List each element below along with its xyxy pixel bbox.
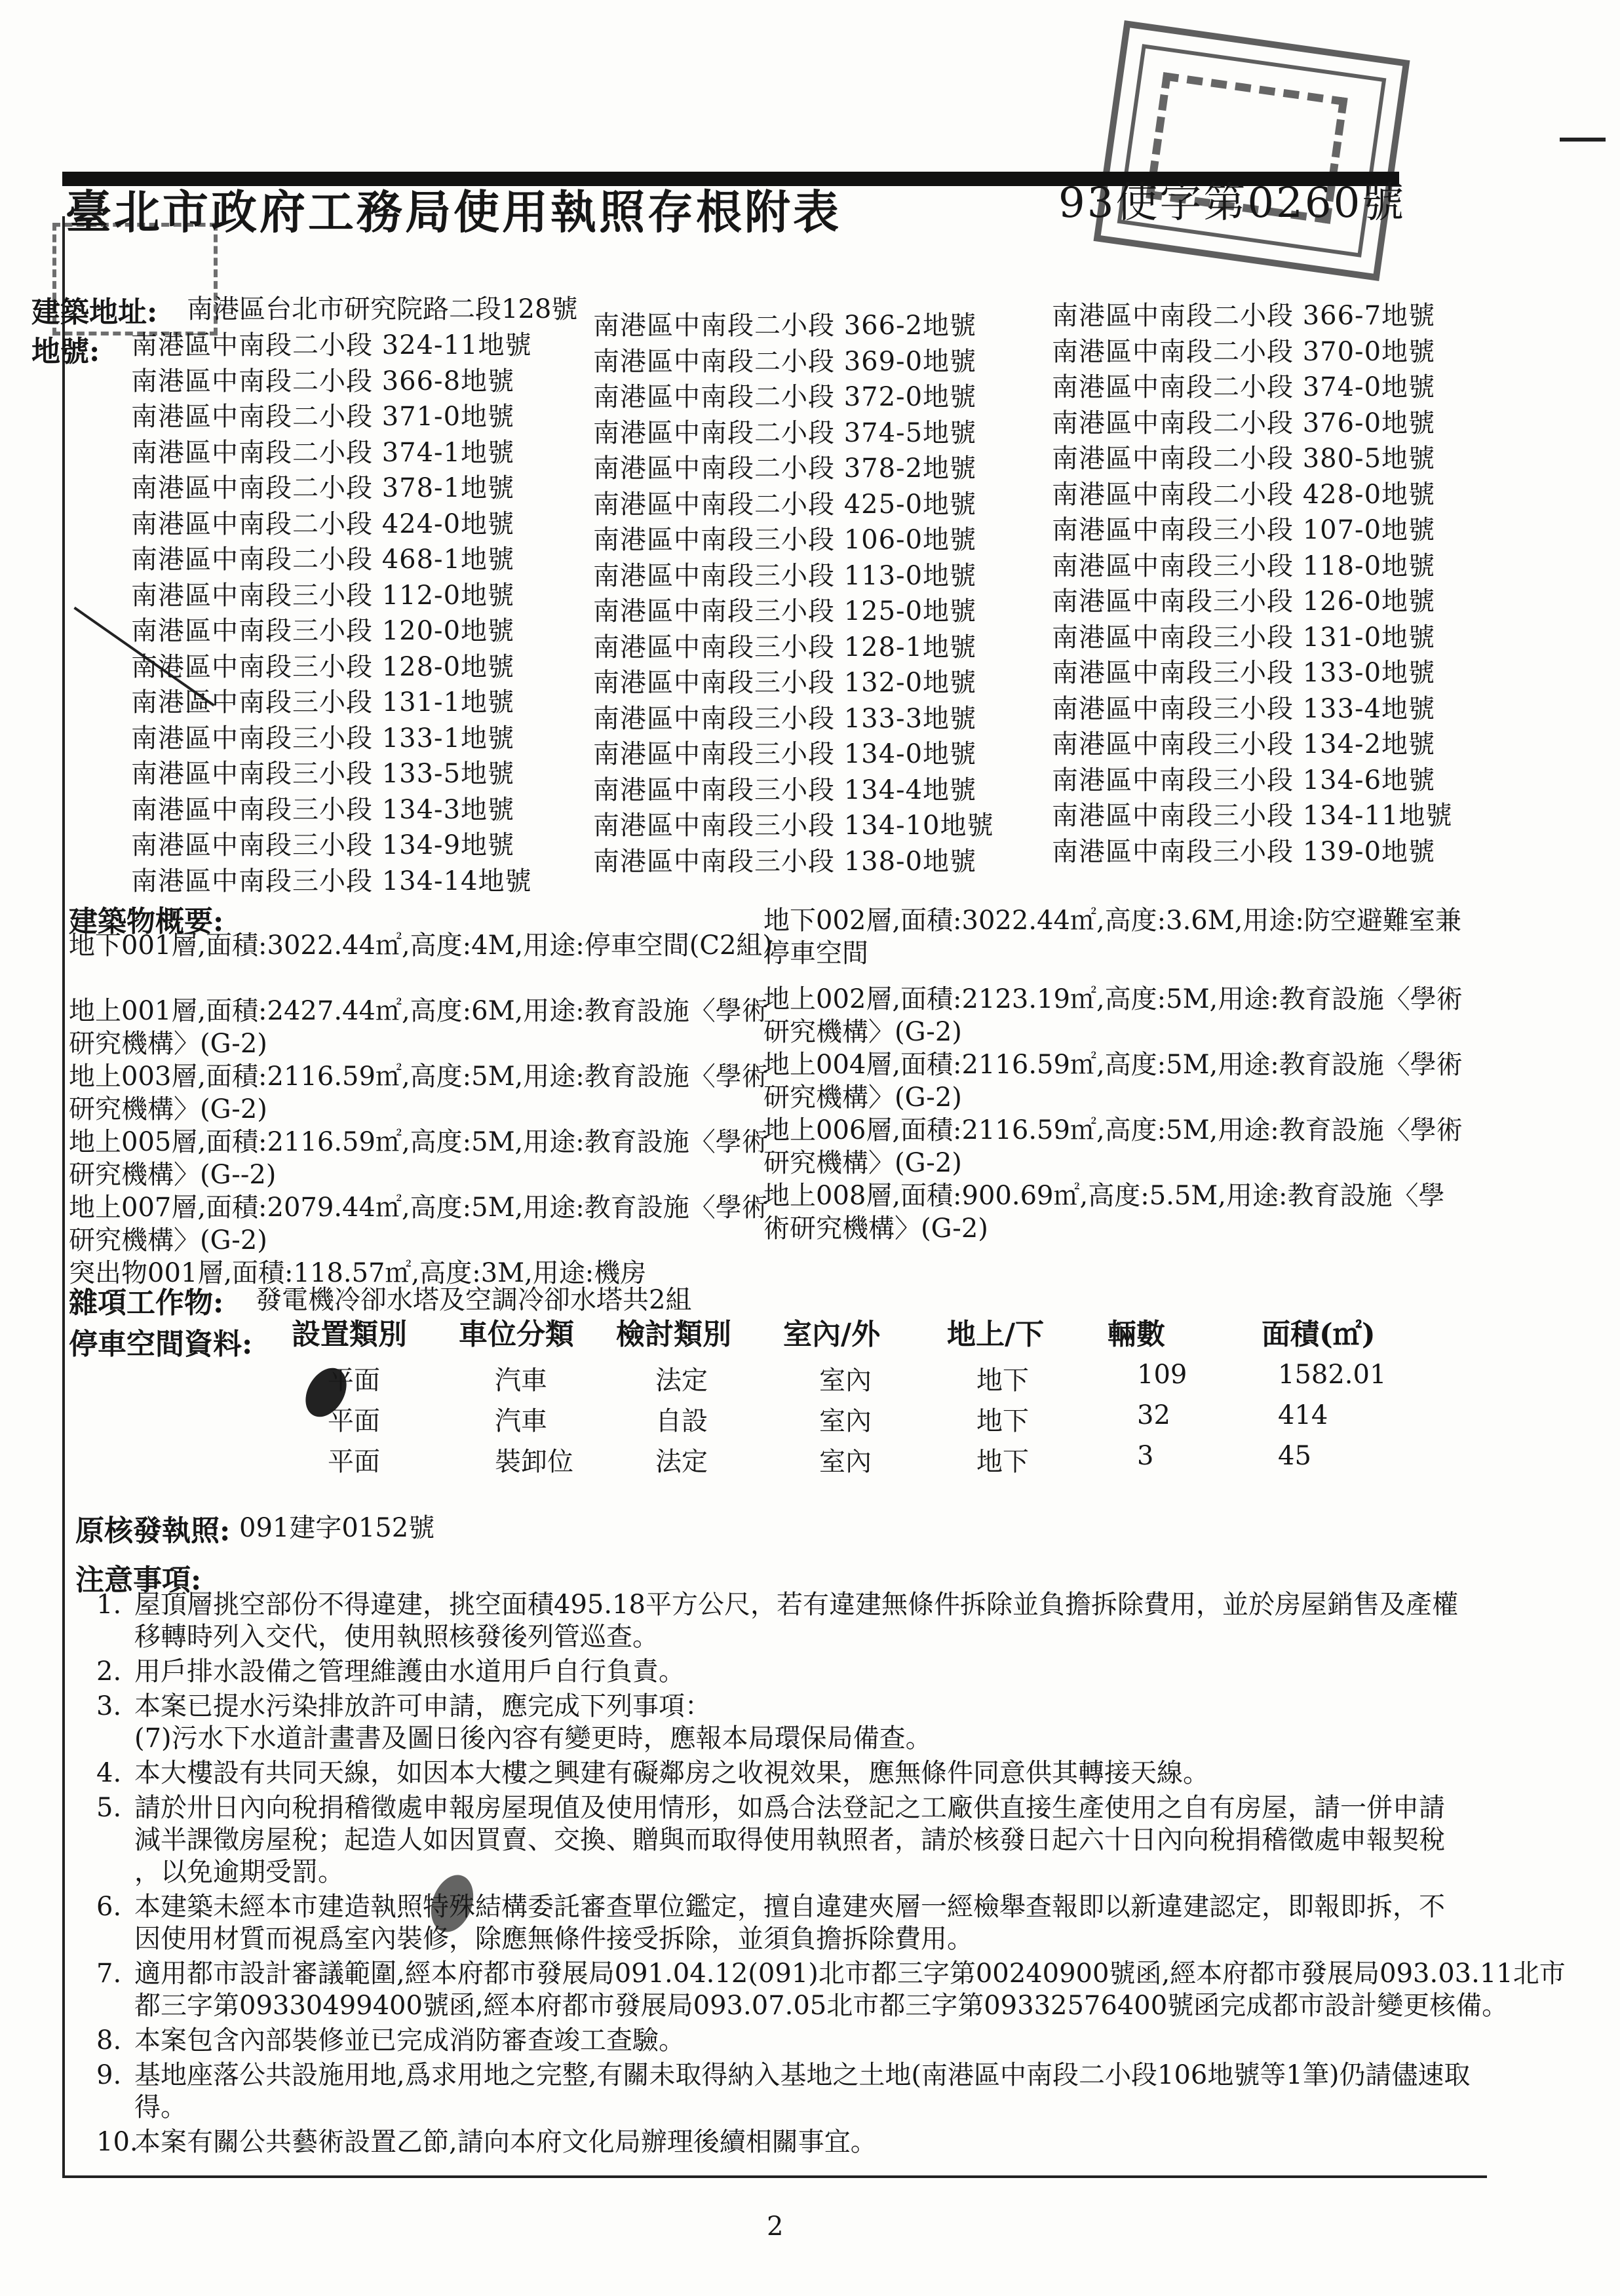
floor-7: 地上007層,面積:2079.44㎡,高度:5M,用途:教育設施〈學術研究機構〉(G-2) [69, 1193, 768, 1255]
parking-header-cell: 地上/下 [947, 1318, 1045, 1351]
note-number: 6. [96, 1892, 122, 1922]
land-lot-item: 南港區中南段三小段 134-11地號 [1052, 801, 1453, 831]
note-line: 本案包含內部裝修並已完成消防審查竣工查驗。 [134, 2025, 685, 2056]
land-lot-item: 南港區中南段三小段 134-6地號 [1052, 765, 1436, 795]
land-lot-item: 南港區中南段三小段 131-1地號 [131, 687, 515, 718]
land-lot-item: 南港區中南段三小段 133-5地號 [131, 759, 515, 789]
parking-label: 停車空間資料: [69, 1328, 253, 1361]
note-line: 移轉時列入交代，使用執照核發後列管巡查。 [134, 1622, 659, 1652]
parking-cell: 414 [1278, 1400, 1328, 1430]
note-line: 本建築未經本市建造執照特殊結構委託審查單位鑑定，擅自違建夾層一經檢舉查報即以新違建認定，即報即拆，不 [134, 1892, 1445, 1922]
land-lot-item: 南港區中南段三小段 131-0地號 [1052, 622, 1436, 653]
note-line: 減半課徵房屋稅；起造人如因買賣、交換、贈與而取得使用執照者，請於核發日起六十日內向稅捐稽徵處申報契稅 [134, 1825, 1445, 1855]
note-number: 4. [96, 1758, 122, 1788]
floor-b1: 地下001層,面積:3022.44㎡,高度:4M,用途:停車空間(C2組) [69, 930, 773, 961]
note-number: 7. [96, 1959, 122, 1989]
land-lot-item: 南港區中南段三小段 133-4地號 [1052, 693, 1436, 724]
building-summary-label: 建築物概要: [69, 905, 224, 938]
land-lot-item: 南港區中南段三小段 139-0地號 [1052, 836, 1436, 867]
note-item [96, 1757, 1478, 1789]
land-lot-item: 南港區中南段三小段 107-0地號 [1052, 515, 1436, 545]
land-lot-item: 南港區中南段二小段 428-0地號 [1052, 479, 1436, 510]
notes-label: 注意事項: [75, 1563, 202, 1597]
floor-8: 地上008層,面積:900.69㎡,高度:5.5M,用途:教育設施〈學術研究機構〉(G-2) [763, 1181, 1445, 1244]
land-lot-item: 南港區中南段三小段 112-0地號 [131, 580, 515, 611]
parking-cell: 法定 [655, 1447, 708, 1477]
parking-header-cell: 輛數 [1108, 1318, 1165, 1351]
land-lot-item: 南港區中南段三小段 134-4地號 [593, 775, 977, 805]
parking-cell: 地下 [976, 1366, 1029, 1396]
parking-header-cell: 室內/外 [783, 1318, 881, 1351]
misc-structures-label: 雜項工作物: [69, 1286, 224, 1320]
original-permit-label: 原核發執照: [75, 1514, 231, 1548]
parking-cell: 109 [1137, 1360, 1187, 1390]
note-item [96, 2025, 1478, 2057]
note-number: 5. [96, 1793, 122, 1823]
land-lot-item: 南港區中南段三小段 118-0地號 [1052, 550, 1436, 581]
floor-3: 地上003層,面積:2116.59㎡,高度:5M,用途:教育設施〈學術研究機構〉(G-2) [69, 1062, 768, 1124]
note-number: 3. [96, 1691, 122, 1721]
land-lot-item: 南港區中南段二小段 425-0地號 [593, 489, 977, 520]
note-line: 本案有關公共藝術設置乙節,請向本府文化局辦理後續相關事宜。 [134, 2127, 877, 2157]
parking-cell: 地下 [976, 1447, 1029, 1477]
note-item [96, 1656, 1478, 1688]
parking-cell: 汽車 [495, 1366, 547, 1396]
note-number: 2. [96, 1656, 122, 1687]
parking-cell: 32 [1137, 1400, 1170, 1430]
land-lot-item: 南港區中南段三小段 134-0地號 [593, 739, 977, 769]
parking-cell: 地下 [976, 1406, 1029, 1436]
floor-b2: 地下002層,面積:3022.44㎡,高度:3.6M,用途:防空避難室兼停車空間 [763, 906, 1461, 968]
parking-cell: 平面 [328, 1366, 380, 1396]
land-lot-item: 南港區中南段二小段 324-11地號 [131, 330, 532, 360]
land-lot-item: 南港區中南段三小段 134-9地號 [131, 830, 515, 860]
land-lot-item: 南港區中南段三小段 134-3地號 [131, 794, 515, 825]
note-item [96, 1792, 1478, 1888]
land-lot-item: 南港區中南段二小段 468-1地號 [131, 545, 515, 575]
parking-header-cell: 設置類別 [292, 1318, 407, 1351]
original-permit-value: 091建字0152號 [239, 1513, 435, 1543]
note-line: ，以免逾期受罰。 [134, 1857, 344, 1887]
land-lot-item: 南港區中南段三小段 106-0地號 [593, 525, 977, 555]
floor-1: 地上001層,面積:2427.44㎡,高度:6M,用途:教育設施〈學術研究機構〉(G-2) [69, 996, 768, 1059]
note-number: 1. [96, 1590, 122, 1620]
address-label: 建築地址: [31, 296, 158, 329]
parking-cell: 自設 [655, 1406, 708, 1436]
land-lot-item: 南港區中南段三小段 133-3地號 [593, 703, 977, 734]
land-lot-item: 南港區中南段二小段 378-1地號 [131, 473, 515, 503]
floor-4: 地上004層,面積:2116.59㎡,高度:5M,用途:教育設施〈學術研究機構〉(G-2) [763, 1050, 1463, 1113]
note-line: 得。 [134, 2092, 187, 2122]
land-lot-item: 南港區中南段二小段 370-0地號 [1052, 336, 1436, 367]
note-line: 本大樓設有共同天線，如因本大樓之興建有礙鄰房之收視效果，應無條件同意供其轉接天線。 [134, 1758, 1209, 1788]
note-item [96, 2126, 1478, 2158]
note-line: 請於卅日內向稅捐稽徵處申報房屋現值及使用情形，如爲合法登記之工廠供直接生產使用之自有房屋，請一併申請 [134, 1793, 1445, 1823]
land-lot-item: 南港區中南段二小段 369-0地號 [593, 346, 977, 377]
note-number: 9. [96, 2060, 122, 2090]
land-lot-item: 南港區中南段二小段 366-8地號 [131, 366, 515, 396]
land-lot-item: 南港區中南段二小段 374-0地號 [1052, 372, 1436, 402]
land-lot-item: 南港區中南段三小段 138-0地號 [593, 846, 977, 877]
land-lot-item: 南港區中南段三小段 134-2地號 [1052, 729, 1436, 759]
parking-cell: 3 [1137, 1441, 1154, 1471]
land-lot-item: 南港區中南段二小段 374-5地號 [593, 417, 977, 448]
parking-cell: 室內 [819, 1406, 872, 1436]
land-lot-item: 南港區中南段二小段 380-5地號 [1052, 444, 1436, 474]
note-item [96, 1589, 1478, 1653]
land-lot-item: 南港區中南段三小段 126-0地號 [1052, 586, 1436, 617]
misc-structures-value: 發電機冷卻水塔及空調冷卻水塔共2組 [256, 1285, 692, 1315]
land-lot-item: 南港區中南段二小段 366-7地號 [1052, 301, 1436, 331]
land-lot-item: 南港區中南段三小段 128-1地號 [593, 632, 977, 662]
note-line: 屋頂層挑空部份不得違建，挑空面積495.18平方公尺，若有違建無條件拆除並負擔拆除費用，並於房屋銷售及產權 [134, 1590, 1458, 1620]
land-lot-item: 南港區中南段三小段 128-0地號 [131, 651, 515, 682]
parking-cell: 45 [1278, 1441, 1311, 1471]
land-lot-item: 南港區中南段二小段 378-2地號 [593, 453, 977, 484]
land-lot-item: 南港區中南段二小段 366-2地號 [593, 311, 977, 341]
land-lot-item: 南港區中南段三小段 133-1地號 [131, 723, 515, 754]
land-lot-item: 南港區中南段二小段 424-0地號 [131, 508, 515, 539]
parking-cell: 室內 [819, 1447, 872, 1477]
page-number: 2 [767, 2211, 784, 2242]
note-item [96, 1958, 1566, 2022]
land-lot-item: 南港區中南段二小段 374-1地號 [131, 437, 515, 468]
parking-cell: 裝卸位 [495, 1447, 573, 1477]
note-line: 適用都市設計審議範圍,經本府都市發展局091.04.12(091)北市都三字第00240900號函,經本府都市發展局093.03.11北市 [134, 1959, 1566, 1989]
parking-header-cell: 檢討類別 [616, 1318, 731, 1351]
land-lot-item: 南港區中南段二小段 372-0地號 [593, 382, 977, 412]
note-number: 8. [96, 2025, 122, 2056]
floor-5: 地上005層,面積:2116.59㎡,高度:5M,用途:教育設施〈學術研究機構〉(G--2) [69, 1127, 768, 1190]
parking-header-cell: 面積(㎡) [1262, 1318, 1376, 1351]
note-line: (7)污水下水道計畫書及圖日後內容有變更時，應報本局環保局備查。 [134, 1723, 932, 1753]
note-item [96, 2059, 1478, 2124]
note-line: 用戶排水設備之管理維護由水道用戶自行負責。 [134, 1656, 685, 1687]
parking-cell: 法定 [655, 1366, 708, 1396]
parking-cell: 平面 [328, 1406, 380, 1436]
roof-structure: 突出物001層,面積:118.57㎡,高度:3M,用途:機房 [69, 1258, 647, 1288]
parking-cell: 1582.01 [1278, 1360, 1387, 1390]
parking-cell: 室內 [819, 1366, 872, 1396]
land-lot-item: 南港區中南段三小段 134-14地號 [131, 866, 532, 896]
note-line: 基地座落公共設施用地,爲求用地之完整,有關未取得納入基地之土地(南港區中南段二小段106地號等1筆)仍請儘速取 [134, 2060, 1471, 2090]
land-lot-item: 南港區中南段二小段 371-0地號 [131, 402, 515, 432]
land-lot-item: 南港區中南段三小段 134-10地號 [593, 811, 994, 841]
land-lot-item: 南港區中南段三小段 113-0地號 [593, 560, 977, 591]
lots-label: 地號: [31, 335, 100, 368]
floor-2: 地上002層,面積:2123.19㎡,高度:5M,用途:教育設施〈學術研究機構〉(G-2) [763, 984, 1463, 1047]
parking-cell: 平面 [328, 1447, 380, 1477]
land-lot-item: 南港區中南段二小段 376-0地號 [1052, 408, 1436, 438]
land-lot-item: 南港區中南段三小段 132-0地號 [593, 668, 977, 698]
note-item [96, 1891, 1478, 1955]
land-lot-item: 南港區中南段三小段 125-0地號 [593, 596, 977, 626]
floor-6: 地上006層,面積:2116.59㎡,高度:5M,用途:教育設施〈學術研究機構〉(G-2) [763, 1115, 1463, 1178]
note-line: 都三字第09330499400號函,經本府都市發展局093.07.05北市都三字第09332576400號函完成都市設計變更核備。 [134, 1991, 1509, 2021]
note-line: 本案已提水污染排放許可申請，應完成下列事項： [134, 1691, 711, 1721]
land-lot-item: 南港區中南段三小段 120-0地號 [131, 616, 515, 646]
document-title: 臺北市政府工務局使用執照存根附表 [66, 185, 841, 239]
parking-header-cell: 車位分類 [459, 1318, 574, 1351]
document-number: 93使字第0260號 [1058, 179, 1406, 227]
note-item [96, 1691, 1478, 1755]
address-value: 南港區台北市研究院路二段128號 [187, 294, 578, 324]
note-line: 因使用材質而視爲室內裝修，除應無條件接受拆除，並須負擔拆除費用。 [134, 1924, 973, 1954]
land-lot-item: 南港區中南段三小段 133-0地號 [1052, 658, 1436, 688]
note-number: 10. [96, 2127, 138, 2157]
parking-cell: 汽車 [495, 1406, 547, 1436]
ink-mark [1560, 138, 1606, 142]
